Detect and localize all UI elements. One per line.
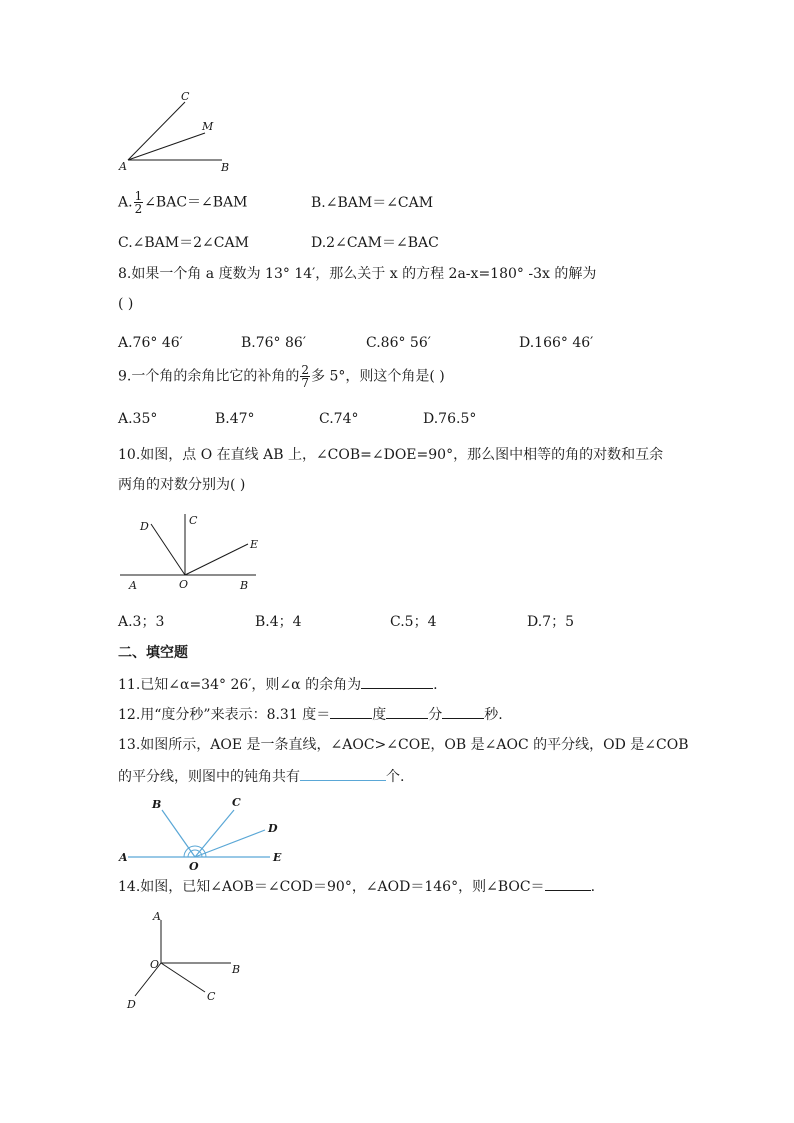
- label-b: B: [221, 161, 230, 174]
- q9-question: [118, 364, 445, 389]
- q13-figure: [118, 794, 293, 872]
- q14-question: [118, 876, 595, 897]
- q14-figure: [118, 908, 258, 1012]
- label-c: C: [189, 514, 198, 527]
- ray-oe: [185, 544, 248, 575]
- q12-second-label: 秒.: [484, 707, 503, 723]
- label-d: D: [127, 998, 136, 1011]
- q12-degree-label: 度: [372, 707, 387, 723]
- label-e: E: [250, 538, 259, 551]
- q10-option-a: A.3；3: [118, 614, 165, 630]
- q8-option-b: B.76° 86′: [241, 335, 306, 351]
- q13-suffix: 个.: [386, 769, 405, 785]
- q13-question-line2: [118, 766, 404, 787]
- label-a: A: [153, 910, 161, 923]
- q14-text: 14.如图，已知∠AOB＝∠COD＝90°，∠AOD＝146°，则∠BOC＝: [118, 879, 545, 895]
- q7-option-a-fraction: [134, 190, 144, 215]
- ray-ac: [128, 102, 185, 160]
- label-c: C: [232, 796, 241, 809]
- q9-option-b: B.47°: [215, 411, 255, 427]
- q13-text: 的平分线，则图中的钝角共有: [118, 769, 300, 785]
- q12-second-blank[interactable]: [442, 704, 484, 719]
- q7-option-a: [118, 190, 248, 215]
- label-e: E: [273, 851, 282, 864]
- ray-oc: [161, 963, 205, 992]
- q10-question-line2: 两角的对数分别为( ): [118, 477, 246, 493]
- q11-period: .: [433, 677, 438, 693]
- label-b: B: [232, 963, 241, 976]
- label-b: B: [152, 798, 162, 811]
- q7-option-a-prefix: A.: [118, 194, 133, 211]
- q7-option-a-text: ∠BAC＝∠BAM: [144, 194, 248, 211]
- q11-answer-blank[interactable]: [361, 674, 433, 689]
- q10-option-c: C.5；4: [390, 614, 437, 630]
- q12-minute-blank[interactable]: [386, 704, 428, 719]
- q7-option-b: B.∠BAM＝∠CAM: [311, 195, 434, 211]
- q9-fraction: [300, 364, 310, 389]
- q8-option-c: C.86° 56′: [366, 335, 431, 351]
- label-o: O: [189, 860, 199, 873]
- q12-degree-blank[interactable]: [330, 704, 372, 719]
- q7-option-d: D.2∠CAM＝∠BAC: [311, 235, 439, 251]
- label-a: A: [119, 160, 127, 173]
- label-d: D: [268, 822, 278, 835]
- q9-text-after: 多 5°，则这个角是( ): [311, 368, 445, 385]
- label-c: C: [181, 90, 190, 103]
- q12-minute-label: 分: [428, 707, 443, 723]
- q10-option-b: B.4；4: [255, 614, 302, 630]
- ray-am: [128, 133, 205, 160]
- q10-option-d: D.7；5: [527, 614, 574, 630]
- section-title-fill-in: 二、填空题: [118, 645, 188, 661]
- label-d: D: [140, 520, 149, 533]
- q9-option-c: C.74°: [319, 411, 359, 427]
- ray-od: [151, 524, 185, 575]
- label-m: M: [202, 120, 214, 133]
- q11-text: 11.已知∠α=34° 26′，则∠α 的余角为: [118, 677, 362, 693]
- q11-question: [118, 674, 438, 695]
- label-b: B: [240, 579, 249, 592]
- q13-answer-blank[interactable]: [300, 766, 386, 781]
- fraction-denominator: 7: [301, 376, 309, 390]
- fraction-denominator: 2: [134, 202, 143, 216]
- q10-figure: [118, 508, 260, 594]
- label-a: A: [129, 579, 137, 592]
- q9-option-a: A.35°: [118, 411, 158, 427]
- q8-question: 8.如果一个角 a 度数为 13° 14′，那么关于 x 的方程 2a-x=180° -3x 的解为: [118, 266, 597, 282]
- label-o: O: [150, 958, 160, 971]
- fraction-numerator: 2: [301, 363, 309, 377]
- q8-option-d: D.166° 46′: [519, 335, 594, 351]
- q8-answer-paren: ( ): [118, 296, 134, 312]
- q12-text: 12.用“度分秒”来表示：8.31 度＝: [118, 707, 331, 723]
- label-c: C: [207, 990, 216, 1003]
- q13-question-line1: 13.如图所示，AOE 是一条直线，∠AOC>∠COE，OB 是∠AOC 的平分线，OD 是∠COB: [118, 737, 689, 753]
- q7-option-c: C.∠BAM＝2∠CAM: [118, 235, 249, 251]
- q10-question-line1: 10.如图，点 O 在直线 AB 上，∠COB=∠DOE=90°，那么图中相等的角的对数和互余: [118, 447, 664, 463]
- q8-option-a: A.76° 46′: [118, 335, 183, 351]
- ray-ob: [162, 810, 195, 857]
- q9-option-d: D.76.5°: [423, 411, 477, 427]
- q9-text-before: 9.一个角的余角比它的补角的: [118, 368, 300, 385]
- fraction-numerator: 1: [134, 189, 143, 203]
- label-a: A: [119, 851, 128, 864]
- q12-question: [118, 704, 503, 725]
- q14-answer-blank[interactable]: [545, 876, 591, 891]
- q7-figure: [115, 88, 245, 178]
- label-o: O: [179, 578, 189, 591]
- q14-period: .: [590, 879, 596, 895]
